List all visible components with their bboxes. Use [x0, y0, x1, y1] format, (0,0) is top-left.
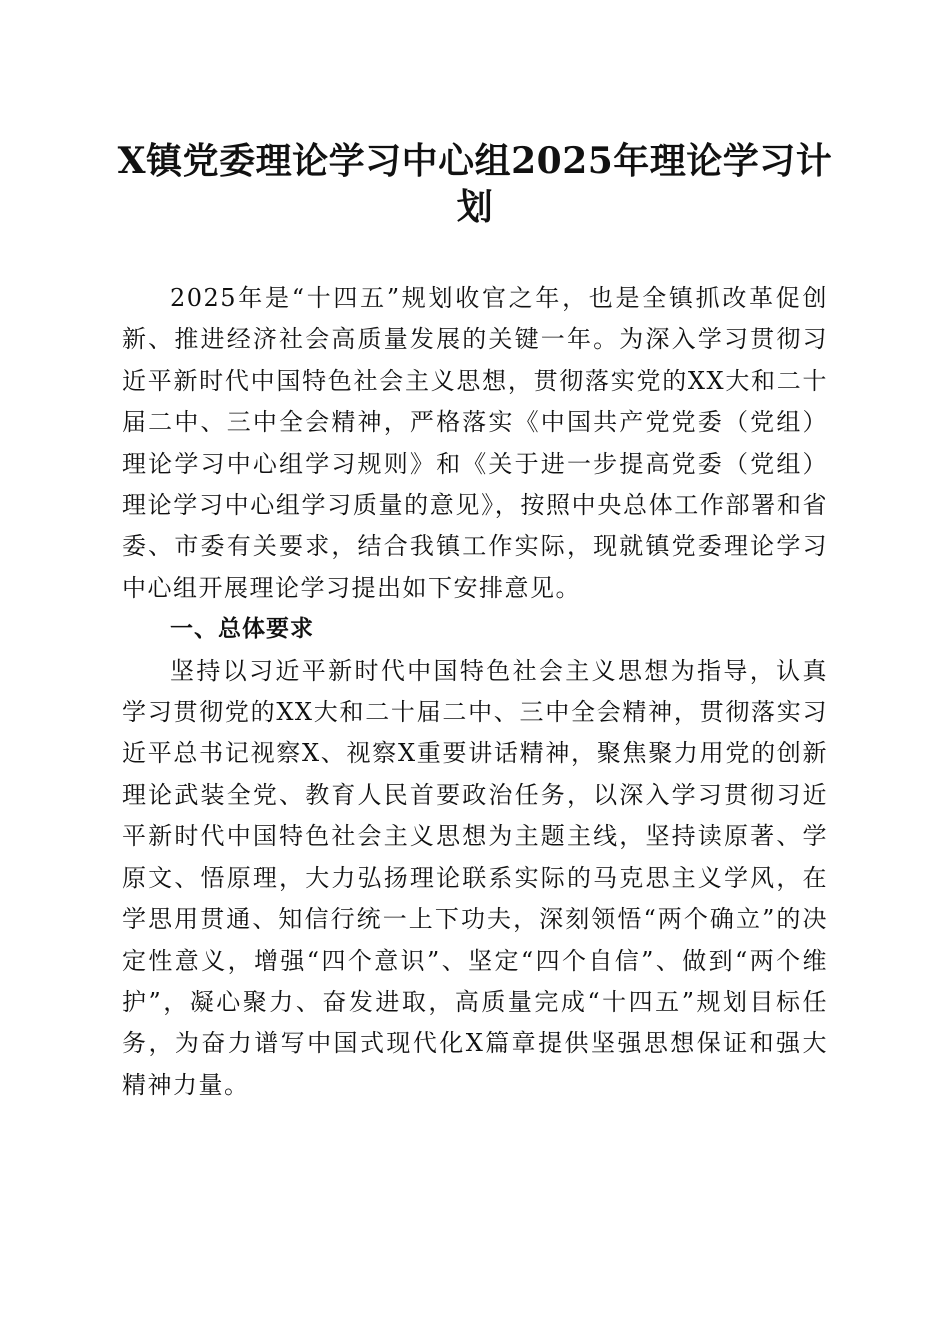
- section-paragraph-overall-requirements: 坚持以习近平新时代中国特色社会主义思想为指导，认真学习贯彻党的XX大和二十届二中、三中全会精神，贯彻落实习近平总书记视察X、视察X重要讲话精神，聚焦聚力用党的创新理论武装全党、教育人民首要政治任务，以深入学习贯彻习近平新时代中国特色社会主义思想为主题主线，坚持读原著、学原文、悟原理，大力弘扬理论联系实际的马克思主义学风，在学思用贯通、知信行统一上下功夫，深刻领悟“两个确立”的决定性意义，增强“四个意识”、坚定“四个自信”、做到“两个维护”，凝心聚力、奋发进取，高质量完成“十四五”规划目标任务，为奋力谱写中国式现代化X篇章提供坚强思想保证和强大精神力量。: [122, 656, 828, 1099]
- document-title: X镇党委理论学习中心组2025年理论学习计划: [117, 140, 833, 228]
- document-body: [122, 278, 828, 1106]
- intro-paragraph: 2025年是“十四五”规划收官之年，也是全镇抓改革促创新、推进经济社会高质量发展的关键一年。为深入学习贯彻习近平新时代中国特色社会主义思想，贯彻落实党的XX大和二十届二中、三中全会精神，严格落实《中国共产党党委（党组）理论学习中心组学习规则》和《关于进一步提高党委（党组）理论学习中心组学习质量的意见》，按照中央总体工作部署和省委、市委有关要求，结合我镇工作实际，现就镇党委理论学习中心组开展理论学习提出如下安排意见。: [122, 284, 828, 602]
- section-heading-overall-requirements: 一、总体要求: [170, 616, 314, 643]
